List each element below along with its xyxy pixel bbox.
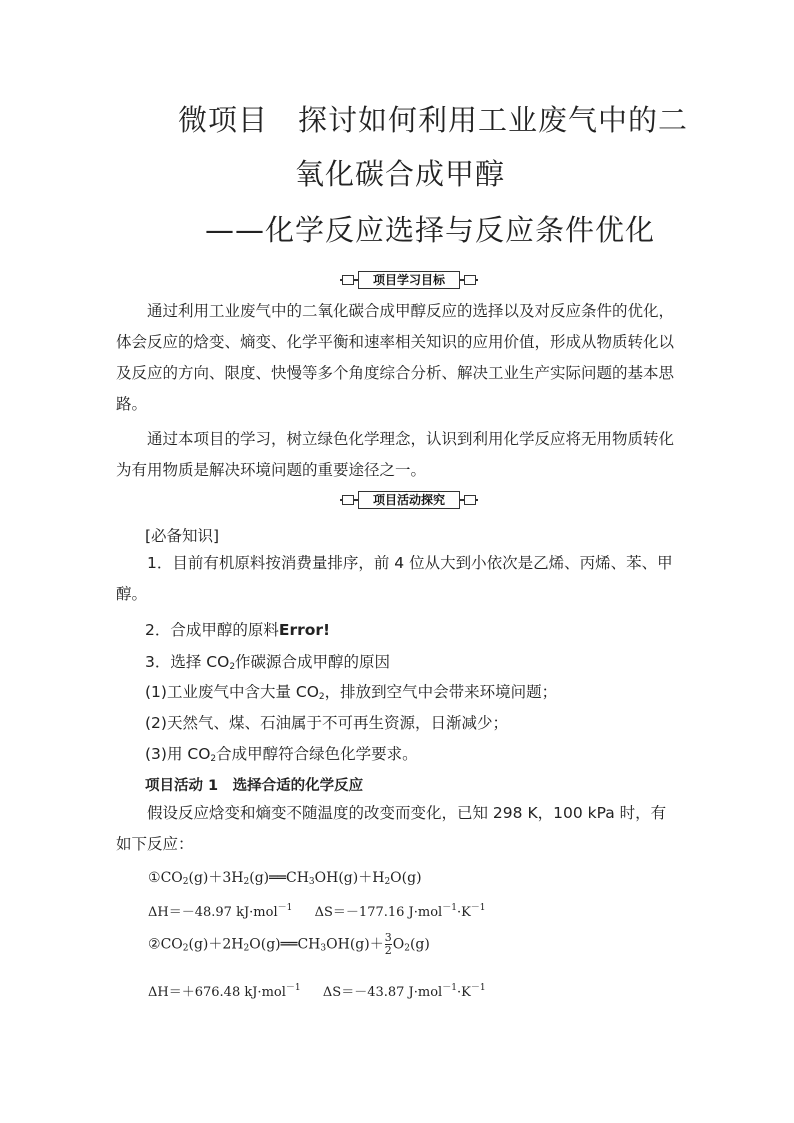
reaction-2-dS: ΔS＝－43.87 J·mol	[322, 985, 443, 1000]
error-text: Error!	[278, 621, 331, 639]
superscript: －1	[277, 903, 293, 913]
reaction-1-thermo	[148, 900, 486, 920]
banner-activities	[340, 490, 478, 510]
reaction-1-equation: $①CO_2(g)+3H_2(g)══CH_3OH(g)+H_2O(g)$	[148, 870, 422, 887]
item-2-text: 2．合成甲醇的原料	[145, 621, 279, 639]
banner-end-right	[464, 495, 476, 505]
reaction-1-number: ①	[148, 870, 161, 886]
subscript: 2	[210, 754, 217, 764]
reason-2: (2)天然气、煤、石油属于不可再生资源，日渐减少；	[145, 714, 508, 732]
title-subtitle: ——化学反应选择与反应条件优化	[205, 213, 656, 247]
banner-goals-label: 项目学习目标	[358, 271, 460, 289]
knowledge-item-2	[145, 618, 330, 640]
reaction-1-dS: ΔS＝－177.16 J·mol	[314, 905, 443, 920]
unit-K: ·K	[456, 905, 471, 920]
reason-1-rest: ，排放到空气中会带来环境问题；	[324, 683, 558, 701]
knowledge-item-1: 1．目前有机原料按消费量排序，前 4 位从大到小依次是乙烯、丙烯、苯、甲醇。	[116, 554, 673, 603]
subscript: 2	[229, 662, 236, 672]
item-3-rest: 作碳源合成甲醇的原因	[235, 653, 391, 671]
reason-3	[145, 742, 418, 764]
subscript: 2	[318, 692, 325, 702]
banner-activities-label: 项目活动探究	[358, 491, 460, 509]
goals-paragraph-1: 通过利用工业废气中的二氧化碳合成甲醇反应的选择以及对反应条件的优化，体会反应的焓变、熵变、化学平衡和速率相关知识的应用价值，形成从物质转化以及反应的方向、限度、快慢等多个角度综合分析、解决工业生产实际问题的基本思路。	[116, 302, 675, 413]
superscript: －1	[470, 983, 486, 993]
superscript: －1	[285, 983, 301, 993]
item-3-text: 3．选择 CO	[145, 653, 230, 671]
title-line-1: 微项目 探讨如何利用工业废气中的二	[178, 103, 689, 137]
banner-end-right	[464, 275, 476, 285]
reaction-1-dH: ΔH＝－48.97 kJ·mol	[148, 905, 278, 920]
superscript: －1	[442, 983, 457, 993]
reason-3-text: (3)用 CO	[145, 745, 211, 763]
reaction-2-equation: $②CO_2(g)+2H_2O(g)══CH_3OH(g)+$ $\frac{3}{2}$ $O_2(g)$	[148, 931, 430, 957]
superscript: －1	[470, 903, 486, 913]
fraction-3-2: $\frac{3}{2}$	[384, 931, 392, 957]
title-line-2: 氧化碳合成甲醇	[295, 157, 506, 191]
reaction-2-thermo	[148, 980, 486, 1000]
superscript: －1	[442, 903, 457, 913]
reaction-2-dH: ΔH＝＋676.48 kJ·mol	[148, 985, 286, 1000]
activity-1-title: 项目活动 1 选择合适的化学反应	[145, 778, 364, 794]
reason-1	[145, 680, 557, 702]
knowledge-header: [必备知识]	[145, 527, 220, 545]
activity-1-intro: 假设反应焓变和熵变不随温度的改变而变化，已知 298 K，100 kPa 时，有如下反应：	[116, 804, 667, 853]
unit-K: ·K	[456, 985, 471, 1000]
reaction-2-number: ②	[148, 936, 161, 953]
banner-end-left	[342, 495, 354, 505]
knowledge-item-3	[145, 650, 390, 672]
banner-goals	[340, 270, 478, 290]
reason-1-text: (1)工业废气中含大量 CO	[145, 683, 319, 701]
goals-paragraph-2: 通过本项目的学习，树立绿色化学理念，认识到利用化学反应将无用物质转化为有用物质是解决环境问题的重要途径之一。	[116, 430, 675, 479]
banner-end-left	[342, 275, 354, 285]
reason-3-rest: 合成甲醇符合绿色化学要求。	[216, 745, 418, 763]
